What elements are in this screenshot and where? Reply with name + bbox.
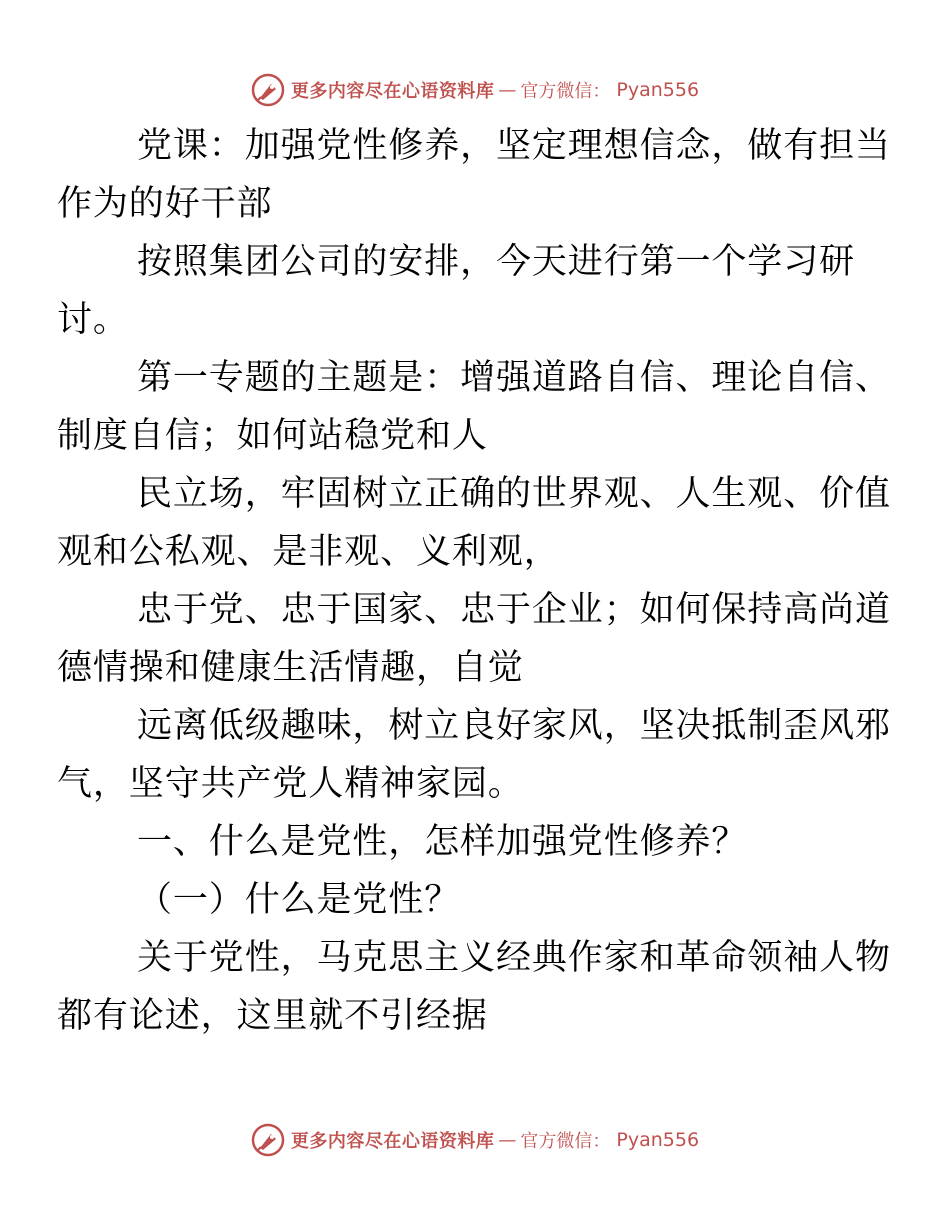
text-line: 德情操和健康生活情趣，自觉: [57, 648, 524, 688]
paragraph: [57, 117, 891, 233]
text-line: 第一专题的主题是：增强道路自信、理论自信、: [137, 358, 891, 398]
text-line: 关于党性，马克思主义经典作家和革命领袖人物: [137, 938, 891, 978]
paragraph: [57, 929, 891, 1045]
banner-main-text: 更多内容尽在心语资料库: [290, 81, 495, 102]
paragraph: [57, 349, 891, 465]
paragraph: [57, 697, 891, 813]
text-line: 忠于党、忠于国家、忠于企业；如何保持高尚道: [137, 590, 891, 630]
paragraph: [97, 813, 857, 871]
banner-dash: —: [498, 1129, 517, 1151]
document-body: [57, 117, 891, 1045]
text-line: 按照集团公司的安排，今天进行第一个学习研: [137, 242, 856, 282]
banner-wechat-id: Pyan556: [616, 1129, 700, 1151]
text-line: 远离低级趣味，树立良好家风，坚决抵制歪风邪: [137, 706, 891, 746]
text-line: 都有论述，这里就不引经据: [57, 996, 488, 1036]
text-line: 观和公私观、是非观、义利观，: [57, 532, 560, 572]
paragraph: [57, 465, 891, 581]
banner-wechat-label: 官方微信：: [520, 1131, 611, 1152]
banner-wechat-label: 官方微信：: [520, 81, 611, 102]
paragraph: [97, 871, 857, 929]
text-line: 民立场，牢固树立正确的世界观、人生观、价值: [137, 474, 891, 514]
text-line: 一、什么是党性，怎样加强党性修养？: [137, 822, 748, 862]
pen-nib-logo-icon: [251, 1123, 285, 1157]
paragraph: [57, 581, 891, 697]
footer-watermark-banner: [0, 1120, 950, 1160]
text-line: 气，坚守共产党人精神家园。: [57, 764, 524, 804]
banner-dash: —: [498, 79, 517, 101]
banner-wechat-id: Pyan556: [616, 79, 700, 101]
paragraph: [57, 233, 857, 349]
text-line: 制度自信；如何站稳党和人: [57, 416, 488, 456]
header-watermark-banner: [0, 70, 950, 110]
text-line: （一）什么是党性？: [137, 880, 461, 920]
text-line: 作为的好干部: [57, 184, 273, 224]
text-line: 讨。: [57, 300, 129, 340]
pen-nib-logo-icon: [251, 73, 285, 107]
text-line: 党课：加强党性修养，坚定理想信念，做有担当: [137, 126, 891, 166]
banner-main-text: 更多内容尽在心语资料库: [290, 1131, 495, 1152]
